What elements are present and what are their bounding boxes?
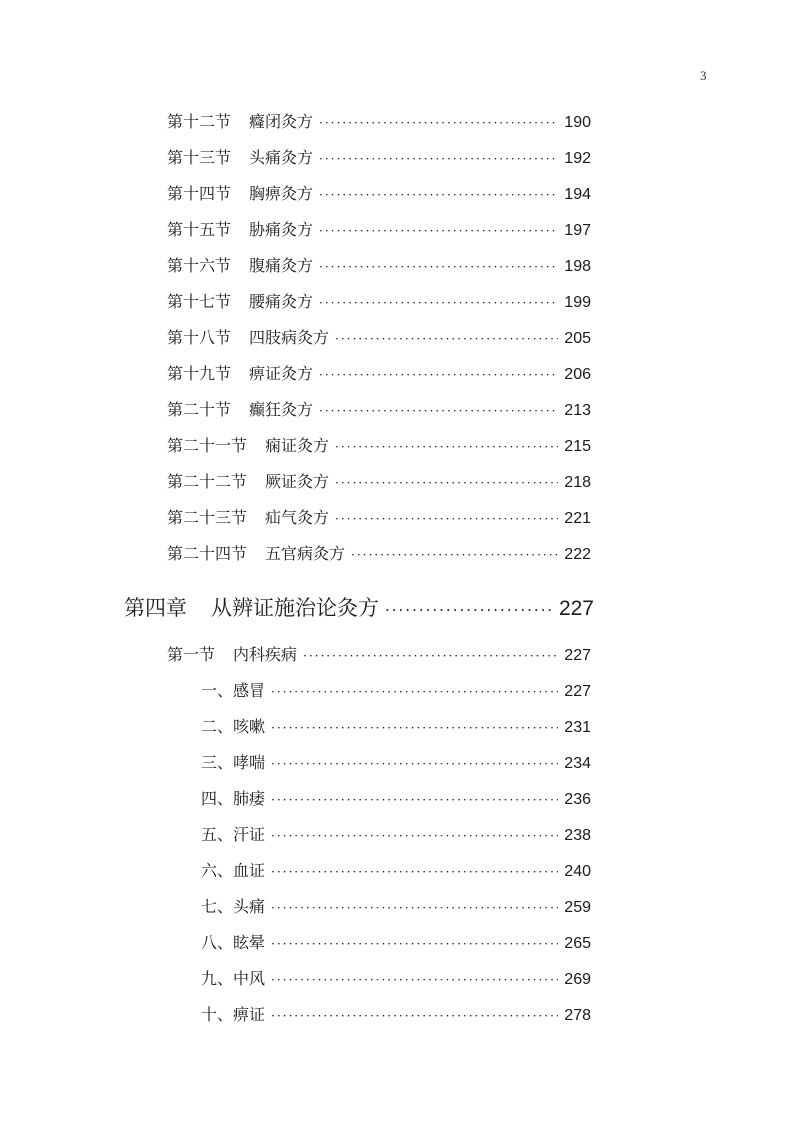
chapter-entry[interactable] (124, 592, 594, 622)
section-number: 第一节 (167, 645, 216, 664)
dot-leader (335, 332, 558, 346)
toc-entry[interactable] (167, 145, 591, 169)
dot-leader (271, 757, 558, 771)
page-ref: 278 (564, 1007, 591, 1024)
chapter-number: 第四章 (124, 596, 187, 620)
page-ref: 215 (564, 438, 591, 455)
toc-subentry[interactable] (201, 786, 591, 810)
dot-leader (271, 865, 558, 879)
dot-leader (319, 404, 558, 418)
dot-leader (271, 901, 558, 915)
subentry-title: 二、咳嗽 (201, 717, 266, 736)
toc-entry[interactable] (167, 253, 591, 277)
toc-subentry[interactable] (201, 714, 591, 738)
page-ref: 198 (564, 258, 591, 275)
toc-subentry[interactable] (201, 930, 591, 954)
toc-entry[interactable] (167, 361, 591, 385)
dot-leader (271, 829, 558, 843)
page-ref: 221 (564, 510, 591, 527)
dot-leader (319, 260, 558, 274)
page-ref: 234 (564, 755, 591, 772)
section-number: 第十七节 (167, 292, 232, 311)
page-ref: 192 (564, 150, 591, 167)
toc-entry[interactable] (167, 505, 591, 529)
section-title: 痫证灸方 (265, 436, 330, 455)
dot-leader (303, 649, 558, 663)
chapter-title: 从辨证施治论灸方 (211, 596, 379, 620)
toc-subentry[interactable] (201, 750, 591, 774)
toc-entry[interactable] (167, 217, 591, 241)
toc-entry[interactable] (167, 541, 591, 565)
section-title: 内科疾病 (233, 645, 298, 664)
subentry-title: 八、眩晕 (201, 933, 266, 952)
dot-leader (319, 116, 558, 130)
toc-entry[interactable] (167, 469, 591, 493)
section-number: 第二十三节 (167, 508, 248, 527)
section-title: 厥证灸方 (265, 472, 330, 491)
toc-subentry[interactable] (201, 678, 591, 702)
subentry-title: 九、中风 (201, 969, 266, 988)
toc-entry[interactable] (167, 642, 591, 666)
section-title: 头痛灸方 (249, 148, 314, 167)
page-ref: 199 (564, 294, 591, 311)
toc-entry[interactable] (167, 109, 591, 133)
dot-leader (271, 685, 558, 699)
page-ref: 236 (564, 791, 591, 808)
page-ref: 222 (564, 546, 591, 563)
subentry-title: 三、哮喘 (201, 753, 266, 772)
page-ref: 194 (564, 186, 591, 203)
dot-leader (271, 937, 558, 951)
section-title: 四肢病灸方 (249, 328, 330, 347)
section-title: 腰痛灸方 (249, 292, 314, 311)
toc-entry[interactable] (167, 325, 591, 349)
section-number: 第十九节 (167, 364, 232, 383)
dot-leader (335, 440, 558, 454)
page-ref: 269 (564, 971, 591, 988)
page-ref: 218 (564, 474, 591, 491)
page-ref: 240 (564, 863, 591, 880)
subentry-title: 一、感冒 (201, 681, 266, 700)
page-ref: 265 (564, 935, 591, 952)
section-number: 第二十节 (167, 400, 232, 419)
section-number: 第十二节 (167, 112, 232, 131)
dot-leader (335, 512, 558, 526)
dot-leader (271, 973, 558, 987)
subentry-title: 七、头痛 (201, 897, 266, 916)
toc-entry[interactable] (167, 397, 591, 421)
page-ref: 238 (564, 827, 591, 844)
subentry-title: 十、痹证 (201, 1005, 266, 1024)
dot-leader (271, 793, 558, 807)
page-ref: 259 (564, 899, 591, 916)
page-number: 3 (700, 68, 707, 83)
section-number: 第十四节 (167, 184, 232, 203)
section-title: 五官病灸方 (265, 544, 346, 563)
toc-entry[interactable] (167, 289, 591, 313)
page-ref: 205 (564, 330, 591, 347)
page-ref: 227 (564, 647, 591, 664)
section-title: 胁痛灸方 (249, 220, 314, 239)
page-ref: 231 (564, 719, 591, 736)
toc-subentry[interactable] (201, 966, 591, 990)
dot-leader (351, 548, 558, 562)
toc-subentry[interactable] (201, 1002, 591, 1026)
dot-leader (271, 721, 558, 735)
toc-entry[interactable] (167, 433, 591, 457)
section-title: 痹证灸方 (249, 364, 314, 383)
section-title: 胸痹灸方 (249, 184, 314, 203)
section-number: 第二十二节 (167, 472, 248, 491)
section-number: 第十五节 (167, 220, 232, 239)
section-title: 癫狂灸方 (249, 400, 314, 419)
page-ref: 227 (564, 683, 591, 700)
page-ref: 206 (564, 366, 591, 383)
dot-leader (319, 368, 558, 382)
dot-leader (319, 152, 558, 166)
subentry-title: 五、汗证 (201, 825, 266, 844)
section-title: 腹痛灸方 (249, 256, 314, 275)
dot-leader (319, 224, 558, 238)
page-ref: 197 (564, 222, 591, 239)
toc-subentry[interactable] (201, 822, 591, 846)
toc-entry[interactable] (167, 181, 591, 205)
section-title: 疝气灸方 (265, 508, 330, 527)
dot-leader (271, 1009, 558, 1023)
toc-subentry[interactable] (201, 858, 591, 882)
dot-leader (385, 601, 553, 619)
subentry-title: 四、肺痿 (201, 789, 266, 808)
dot-leader (319, 188, 558, 202)
section-title: 癃闭灸方 (249, 112, 314, 131)
section-number: 第十六节 (167, 256, 232, 275)
page-ref: 190 (564, 114, 591, 131)
page-ref: 213 (564, 402, 591, 419)
dot-leader (319, 296, 558, 310)
section-number: 第二十一节 (167, 436, 248, 455)
toc-subentry[interactable] (201, 894, 591, 918)
section-number: 第十三节 (167, 148, 232, 167)
subentry-title: 六、血证 (201, 861, 266, 880)
section-number: 第十八节 (167, 328, 232, 347)
dot-leader (335, 476, 558, 490)
page-ref: 227 (558, 597, 594, 620)
section-number: 第二十四节 (167, 544, 248, 563)
